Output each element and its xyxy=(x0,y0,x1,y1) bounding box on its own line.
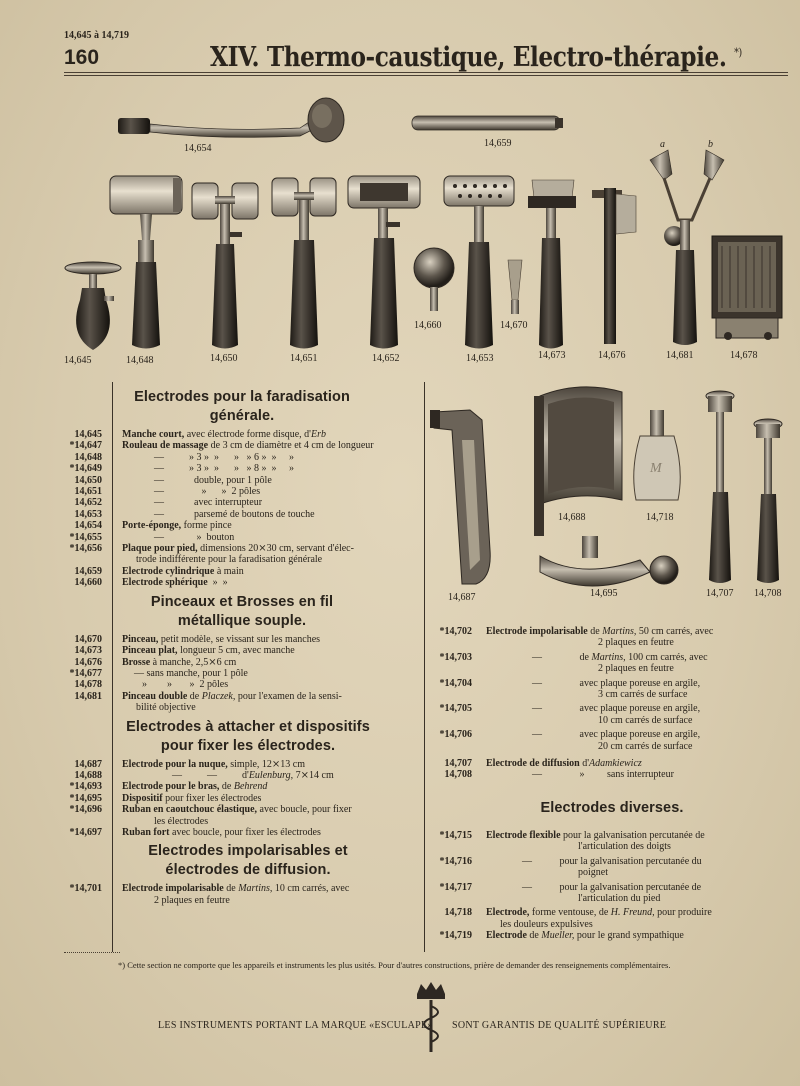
item-14716: *14,716 — pour la galvanisation percutanée du poignet xyxy=(439,855,702,879)
footnote-rule xyxy=(64,952,120,953)
item-14656: *14,656 Plaque pour pied, dimensions 20⨯30 cm, servant d'élec- trode indifférente pour la faradisation générale xyxy=(69,543,354,566)
fig-label-14652: 14,652 xyxy=(372,353,400,364)
item-14677: *14,677 — sans manche, pour 1 pôle xyxy=(69,667,248,679)
fig-label-14645: 14,645 xyxy=(64,355,92,366)
item-14660: 14,660 Electrode sphérique » » xyxy=(74,577,228,589)
double-roller-14651 xyxy=(272,178,336,349)
item-14655: *14,655 — » bouton xyxy=(69,531,235,543)
item-14705: *14,705 — avec plaque poreuse en argile, 10 cm carrés de surface xyxy=(439,703,701,726)
fig-label-14673: 14,673 xyxy=(538,350,566,361)
flat-brush-14673 xyxy=(528,180,576,349)
roller-14648 xyxy=(110,176,182,349)
disk-electrode-14645 xyxy=(65,262,121,350)
trademark-left: LES INSTRUMENTS PORTANT LA MARQUE «ESCULAPE» xyxy=(158,1020,433,1031)
item-14645: 14,645 Manche court, avec électrode forme disque, d'Erb xyxy=(74,429,326,440)
item-14654: 14,654 Porte-éponge, forme pince xyxy=(74,520,232,532)
item-14693: *14,693 Electrode pour le bras, de Behrend xyxy=(69,781,268,793)
fig-label-14687: 14,687 xyxy=(448,592,476,603)
left-column xyxy=(0,384,420,906)
item-14696: *14,696 Ruban en caoutchouc élastique, avec boucle, pour fixer les électrodes xyxy=(69,804,352,827)
fig-label-14718: 14,718 xyxy=(646,512,674,523)
fig-mark-a: a xyxy=(660,139,665,150)
section-title-faradisation: Electrodes pour la faradisation générale. xyxy=(134,389,350,424)
item-14718: 14,718 Electrode, forme ventouse, de H. Freund, pour produire les douleurs expulsives xyxy=(444,907,712,930)
item-14695: *14,695 Dispositif pour fixer les électrodes xyxy=(69,792,262,804)
item-range: 14,645 à 14,719 xyxy=(64,30,129,41)
item-14707: 14,707 Electrode de diffusion d'Adamkiewicz xyxy=(444,758,642,770)
item-14650: 14,650 — double, pour 1 pôle xyxy=(74,474,272,486)
suction-electrode-14718 xyxy=(634,410,681,500)
brush-handle-14676 xyxy=(592,188,636,344)
item-14648: 14,648 — » 3 » » » » 6 » » » xyxy=(74,451,294,463)
item-14652: 14,652 — avec interrupteur xyxy=(74,497,263,509)
item-14678: 14,678 » » » 2 pôles xyxy=(74,679,229,691)
roller-interrupter-14652 xyxy=(348,176,420,349)
item-14676: 14,676 Brosse à manche, 2,5⨯6 cm xyxy=(74,656,237,668)
section-title-pinceaux: Pinceaux et Brosses en fil métallique souple. xyxy=(150,593,334,629)
column-divider xyxy=(424,382,425,952)
item-14659: 14,659 Electrode cylindrique à main xyxy=(74,565,244,577)
item-14673: 14,673 Pinceau plat, longueur 5 cm, avec manche xyxy=(74,645,295,657)
fig-label-14707: 14,707 xyxy=(706,588,734,599)
fig-label-14688: 14,688 xyxy=(558,512,586,523)
item-14706: *14,706 — avec plaque poreuse en argile, 20 cm carrés de surface xyxy=(439,729,701,752)
fig-label-14660: 14,660 xyxy=(414,320,442,331)
fig-label-14653: 14,653 xyxy=(466,353,494,364)
item-14704: *14,704 — avec plaque poreuse en argile, 3 cm carrés de surface xyxy=(439,677,701,701)
arm-electrode-14695 xyxy=(540,536,678,586)
fig-label-14678: 14,678 xyxy=(730,350,758,361)
esculape-emblem xyxy=(417,982,445,1052)
fig-label-14650: 14,650 xyxy=(210,353,238,364)
fig-label-14695: 14,695 xyxy=(590,588,618,599)
fig-label-14648: 14,648 xyxy=(126,355,154,366)
trademark-right: SONT GARANTIS DE QUALITÉ SUPÉRIEURE xyxy=(452,1020,667,1031)
item-14670: 14,670 Pinceau, petit modèle, se vissant sur les manches xyxy=(74,633,321,645)
item-14697: *14,697 Ruban fort avec boucle, pour fixer les électrodes xyxy=(69,826,321,838)
fig-label-14651: 14,651 xyxy=(290,353,318,364)
item-14708: 14,708 — » sans interrupteur xyxy=(444,769,674,781)
item-14717: *14,717 — pour la galvanisation percutanée de l'articulation du pied xyxy=(439,881,702,904)
fig-label-14659: 14,659 xyxy=(484,138,512,149)
brush-plate-14678 xyxy=(712,236,782,340)
section-title-impolarisables: Electrodes impolarisables et électrodes de diffusion. xyxy=(148,843,348,879)
fig-label-14681: 14,681 xyxy=(666,350,694,361)
section-title-diverses: Electrodes diverses. xyxy=(540,799,684,816)
fig-label-14708: 14,708 xyxy=(754,588,782,599)
item-14687: 14,687 Electrode pour la nuque, simple, 12⨯13 cm xyxy=(74,758,306,770)
item-14681: 14,681 Pinceau double de Placzek, pour l'examen de la sensi- bilité objective xyxy=(74,690,342,714)
svg-text:M: M xyxy=(650,461,662,476)
cylinder-electrode-14659 xyxy=(412,116,563,130)
fig-label-14654: 14,654 xyxy=(184,143,212,154)
item-14703: *14,703 — de Martins, 100 cm carrés, avec 2 plaques en feutre xyxy=(439,651,708,675)
sphere-electrode-14660 xyxy=(414,248,454,311)
item-14719: *14,719 Electrode de Mueller, pour le grand sympathique xyxy=(439,930,684,942)
footnote: *) Cette section ne comporte que les appareils et instruments les plus usités. Pour d'autres constructions, prière de demander des renseignements complémentaires. xyxy=(118,960,671,970)
item-14688: 14,688 — — d'Eulenburg, 7⨯14 cm xyxy=(74,769,334,781)
sponge-holder-14654 xyxy=(118,98,344,142)
section-title-attacher: Electrodes à attacher et dispositifs pour fixer les électrodes. xyxy=(126,718,370,754)
item-14702: *14,702 Electrode impolarisable de Martins, 50 cm carrés, avec 2 plaques en feutre xyxy=(439,626,714,649)
diffusion-electrode-14708 xyxy=(754,419,782,583)
item-14653: 14,653 — parsemé de boutons de touche xyxy=(74,508,315,520)
page-number: 160 xyxy=(64,46,100,69)
fig-label-14676: 14,676 xyxy=(598,350,626,361)
diffusion-electrode-14707 xyxy=(706,391,734,583)
item-14715: *14,715 Electrode flexible pour la galvanisation percutanée de l'articulation des doigts xyxy=(439,829,705,853)
fig-label-14670: 14,670 xyxy=(500,320,528,331)
item-14647: *14,647 Rouleau de massage de 3 cm de diamètre et 4 cm de longueur xyxy=(69,440,374,452)
item-14651: 14,651 — » » 2 pôles xyxy=(74,486,261,498)
fig-mark-b: b xyxy=(708,139,713,150)
right-column xyxy=(430,626,794,942)
page-title: XIV. Thermo-caustique, Electro-thérapie. *) xyxy=(210,42,742,73)
item-14701: *14,701 Electrode impolarisable de Martins, 10 cm carrés, avec 2 plaques en feutre xyxy=(69,883,350,906)
item-14649: *14,649 — » 3 » » » » 8 » » » xyxy=(69,463,294,475)
neck-electrode-14687 xyxy=(430,410,490,584)
small-brush-14670 xyxy=(508,260,522,314)
double-roller-14650 xyxy=(192,183,258,349)
